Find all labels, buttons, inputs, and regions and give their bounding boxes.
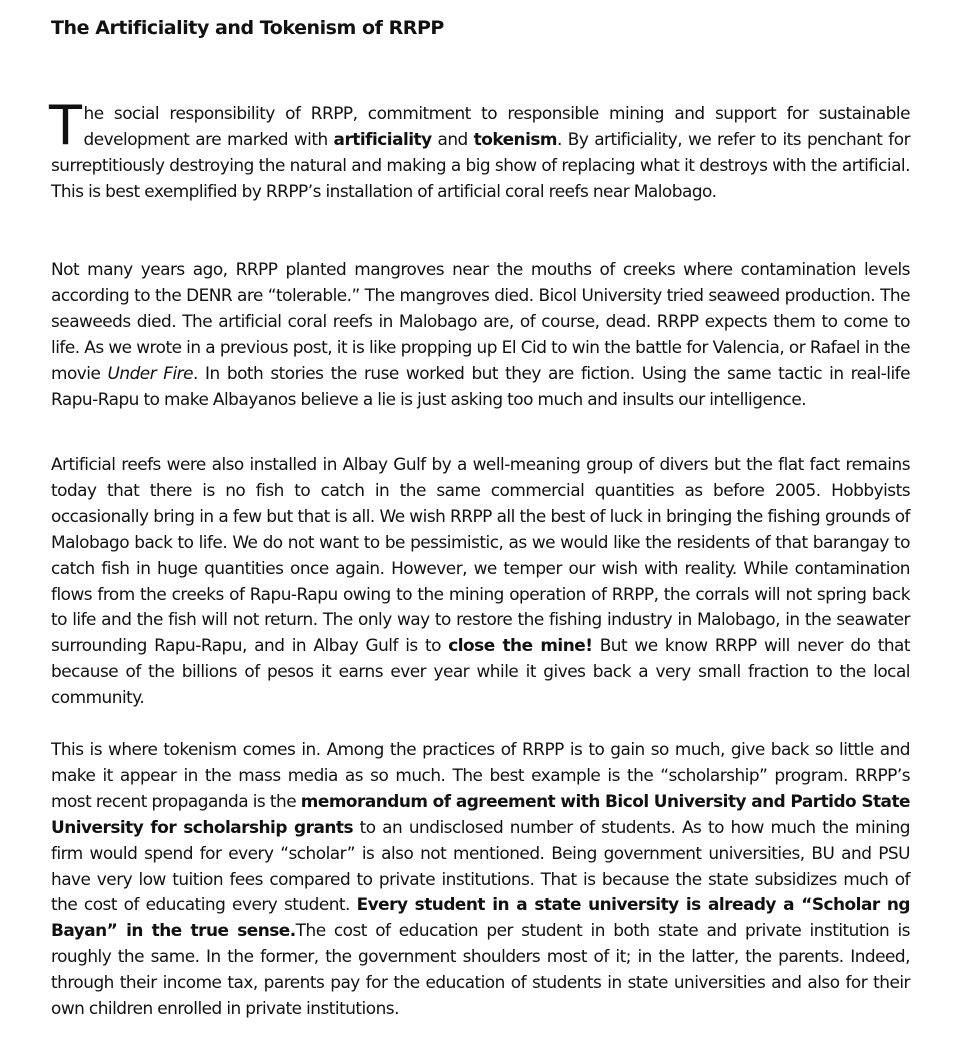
article-title: The Artificiality and Tokenism of RRPP [51,17,444,39]
bold-memorandum: memorandum of agreement with Bicol University and Partido State University for scholarship grants [51,790,910,837]
bold-close-the-mine: close the mine! [448,635,593,656]
text-segment: Not many years ago, RRPP planted mangroves near the mouths of creeks where contamination levels according to the DENR are “tolerable.” The mangroves died. Bicol University tried seaweed production. The seaweeds died. The artificial coral reefs in Malobago are, of course, dead. RRPP expects them to come to life. As we wrote in a previous post, it is like propping up El Cid to win the battle for Valencia, or Rafael in the movie [51,259,910,383]
text-segment: and [431,128,474,149]
drop-cap: T [49,94,82,157]
text-segment: . By artificiality, we refer to its penchant for surreptitiously destroying the natural and making a big show of replacing what it destroys with the artificial. This is best exemplified by RRPP’s installation of artificial coral reefs near Malobago. [51,128,911,201]
text-segment: Artificial reefs were also installed in Albay Gulf by a well-meaning group of divers but the flat fact remains today that there is no fish to catch in the same commercial quantities as before 2005. Hobbyists occasionally bring in a few but that is all. We wish RRPP all the best of luck in bringing the fishing grounds of Malobago back to life. We do not want to be pessimistic, as we would like the residents of that barangay to catch fish in huge quantities once again. However, we temper our wish with reality. While contamination flows from the creeks of Rapu-Rapu owing to the mining operation of RRPP, the corrals will not spring back to life and the fish will not return. The only way to restore the fishing industry in Malobago, in the seawater surrounding Rapu-Rapu, and in Albay Gulf is to [51,454,910,656]
bold-term-artificiality: artificiality [333,128,432,149]
paragraph-1 [49,94,911,205]
movie-title-italic: Under Fire [107,362,194,383]
bold-term-tokenism: tokenism [473,128,558,149]
text-segment: . In both stories the ruse worked but they are fiction. Using the same tactic in real-life Rapu-Rapu to make Albayanos believe a lie is just asking too much and insults our intelligence. [51,362,911,409]
text-segment: The cost of education per student in both state and private institution is roughly the same. In the former, the government shoulders most of it; in the latter, the parents. Indeed, through their income tax, parents pay for the education of students in state universities and also for their own children enrolled in private institutions. [51,920,910,1019]
bold-scholar-ng-bayan: Every student in a state university is already a “Scholar ng Bayan” in the true sense. [51,894,911,941]
paragraph-2 [51,257,910,412]
text-segment: This is where tokenism comes in. Among the practices of RRPP is to gain so much, give back so little and make it appear in the mass media as so much. The best example is the “scholarship” program. RRPP’s most recent propaganda is the [51,739,910,811]
paragraph-4 [51,737,910,1022]
text-segment: But we know RRPP will never do that because of the billions of pesos it earns ever year while it gives back a very small fraction to the local community. [51,635,910,708]
text-segment: he social responsibility of RRPP, commitment to responsible mining and support for sustainable development are marked with [83,103,910,149]
paragraph-3 [51,452,910,711]
text-segment: to an undisclosed number of students. As to how much the mining firm would spend for every “scholar” is also not mentioned. Being government universities, BU and PSU have very low tuition fees compared to private institutions. That is because the state subsidizes much of the cost of educating every student. [51,816,911,915]
